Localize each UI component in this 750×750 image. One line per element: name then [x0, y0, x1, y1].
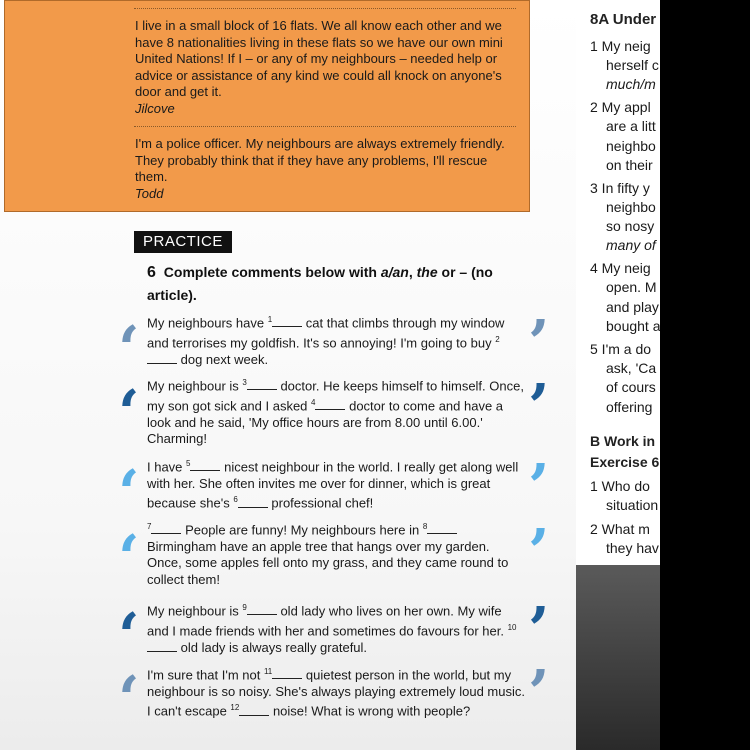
answer-gap[interactable]	[238, 496, 268, 508]
title-part: Complete comments below with	[163, 264, 381, 280]
quote-author: Todd	[135, 185, 164, 201]
text-line: neighbo	[606, 138, 656, 154]
comment-text: I'm sure that I'm not	[147, 667, 264, 683]
answer-gap[interactable]	[272, 315, 302, 327]
text-line: on their	[606, 157, 653, 173]
open-quote-icon: ‘	[118, 312, 140, 385]
open-quote-icon: ‘	[118, 456, 140, 529]
section-heading: B Work in	[590, 433, 656, 449]
gap-number: 3	[242, 378, 247, 387]
comment-2	[147, 375, 525, 448]
background-strip	[660, 0, 750, 750]
gap-number: 1	[267, 315, 273, 324]
comment-text: old lady who lives on her own. My wife and I made friends with her and sometimes do favours for her.	[147, 603, 508, 639]
text-line: offering	[606, 399, 653, 415]
comment-text: old lady is always really grateful.	[177, 639, 368, 655]
gap-number: 6	[233, 495, 238, 505]
text-line: are a litt	[606, 118, 656, 134]
exercise-title	[147, 261, 517, 306]
gap-number: 9	[242, 603, 247, 612]
text-line: they hav	[606, 540, 659, 556]
text-line: 2 My appl	[590, 99, 651, 115]
answer-gap[interactable]	[151, 522, 181, 534]
comment-text: Birmingham have an apple tree that hangs over my garden. Once, some apples fell onto my grass, and they came round to collect them!	[147, 538, 509, 587]
open-quote-icon: ‘	[118, 662, 140, 735]
divider	[134, 8, 516, 9]
text-line: open. M	[606, 279, 657, 295]
text-line: situation	[606, 497, 659, 513]
practice-label: PRACTICE	[134, 231, 232, 253]
title-part: a/an	[380, 264, 409, 280]
text-line: 1 Who do	[590, 478, 650, 494]
text-line: herself c	[606, 57, 659, 73]
answer-gap[interactable]	[247, 603, 277, 615]
section-heading: Exercise 6	[590, 454, 660, 470]
answer-gap[interactable]	[147, 352, 177, 364]
gap-number: 2	[495, 334, 500, 344]
text-line: of cours	[606, 379, 656, 395]
gap-number: 7	[147, 522, 152, 531]
close-quote-icon: ’	[528, 515, 550, 588]
comment-3	[147, 456, 525, 512]
text-line: 5 I'm a do	[590, 341, 652, 357]
text-line: many of	[606, 237, 656, 253]
gap-number: 4	[311, 397, 316, 407]
gap-number: 8	[422, 522, 428, 531]
open-quote-icon: ‘	[118, 376, 140, 449]
answer-gap[interactable]	[239, 704, 269, 716]
text-line: bought a	[606, 318, 660, 334]
comment-text: doctor to come and have a look and he said, 'My office hours are from 8.00 until 6.00.' Charming!	[147, 398, 504, 447]
text-line: 4 My neig	[590, 260, 651, 276]
text-line: much/m	[606, 76, 656, 92]
comment-1	[147, 312, 525, 368]
comment-text: My neighbour is	[147, 603, 243, 619]
photo-shadow	[576, 565, 660, 750]
gap-number: 11	[263, 667, 273, 676]
comment-text: quietest person in the world, but my neighbour is so noisy. She's always playing extremely loud music. I can't escape	[147, 667, 525, 719]
quote-jilcove	[135, 18, 520, 117]
answer-gap[interactable]	[272, 667, 302, 679]
answer-gap[interactable]	[147, 640, 177, 652]
title-part: or – (no article).	[147, 264, 493, 303]
comment-text: professional chef!	[267, 495, 374, 511]
text-line: 2 What m	[590, 521, 650, 537]
open-quote-icon: ‘	[118, 599, 140, 672]
exercise-number: 6	[147, 264, 156, 281]
gap-number: 5	[186, 459, 191, 468]
close-quote-icon: ’	[528, 370, 550, 443]
comment-text: My neighbours have	[147, 315, 268, 331]
gap-number: 10	[507, 622, 517, 632]
comment-5	[147, 600, 525, 656]
comment-text: cat that climbs through my window and terrorises my goldfish. It's so annoying! I'm going to buy	[147, 315, 505, 351]
divider	[134, 126, 516, 127]
close-quote-icon: ’	[528, 593, 550, 666]
quote-author: Jilcove	[135, 100, 175, 116]
quote-text: I live in a small block of 16 flats. We all know each other and we have 8 nationalities living in these flats so we have our own mini United Nations! If I – or any of my neighbours – needed help or advice or assistance of any kind we could all knock on anyone's door and get it.	[135, 18, 503, 99]
answer-gap[interactable]	[190, 459, 220, 471]
text-line: 1 My neig	[590, 38, 651, 54]
title-part: the	[416, 264, 438, 280]
answer-gap[interactable]	[247, 378, 277, 390]
text-line: ask, 'Ca	[606, 360, 657, 376]
close-quote-icon: ’	[528, 656, 550, 729]
quote-todd	[135, 136, 520, 202]
comment-text: noise! What is wrong with people?	[269, 703, 471, 719]
comment-text: I have	[147, 459, 187, 475]
text-line: so nosy	[606, 218, 655, 234]
answer-gap[interactable]	[427, 522, 457, 534]
text-line: neighbo	[606, 199, 656, 215]
close-quote-icon: ’	[528, 306, 550, 379]
comment-4	[147, 519, 525, 588]
text-line: 3 In fifty y	[590, 180, 650, 196]
comment-text: nicest neighbour in the world. I really get along well with her. She often invites me over for dinner, which is great because she's	[147, 459, 519, 511]
answer-gap[interactable]	[315, 398, 345, 410]
title-part: ,	[408, 264, 417, 280]
gap-number: 12	[230, 703, 240, 713]
comment-text: My neighbour is	[147, 378, 243, 394]
section-heading: 8A Under	[590, 11, 657, 28]
comment-text: People are funny! My neighbours here in	[181, 522, 423, 538]
comment-text: dog next week.	[177, 351, 269, 367]
text-line: and play	[606, 299, 659, 315]
open-quote-icon: ‘	[118, 521, 140, 594]
comment-text: doctor. He keeps himself to himself. Once, my son got sick and I asked	[147, 378, 524, 414]
quote-text: I'm a police officer. My neighbours are always extremely friendly. They probably think that if they have any problems, I'll rescue them.	[135, 136, 505, 184]
comment-6	[147, 664, 525, 720]
close-quote-icon: ’	[528, 450, 550, 523]
